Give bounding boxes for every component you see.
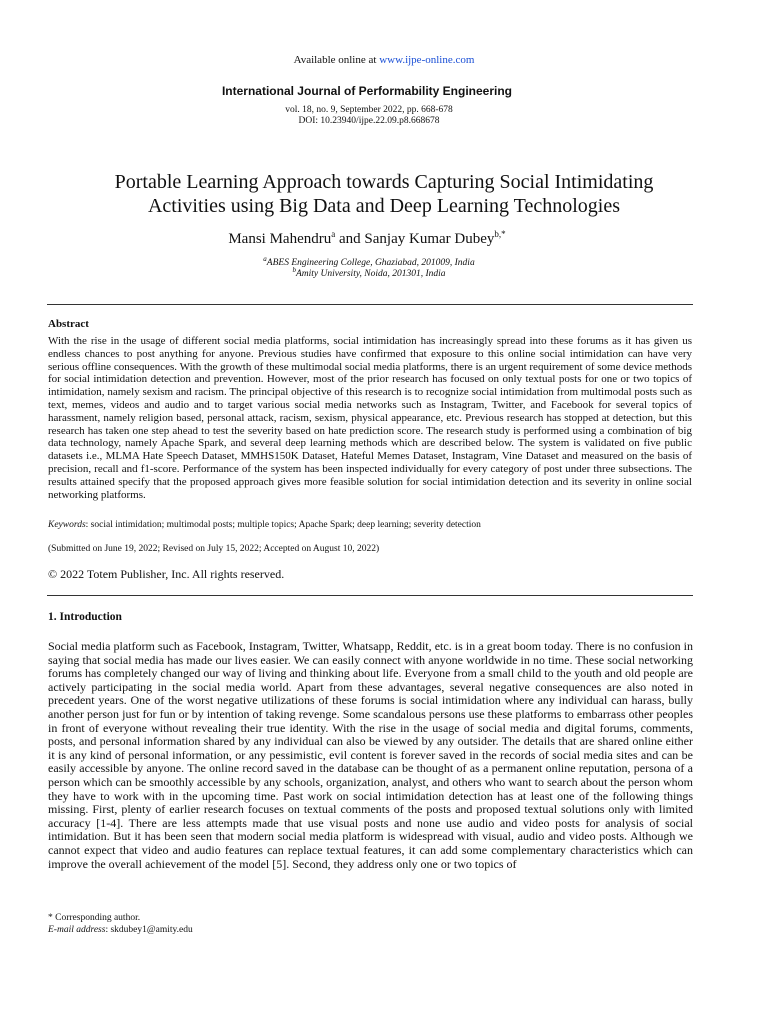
submission-history: (Submitted on June 19, 2022; Revised on July 15, 2022; Accepted on August 10, 2022) <box>48 544 380 554</box>
affiliation-text: ABES Engineering College, Ghaziabad, 201009, India <box>266 258 475 268</box>
introduction-body: Social media platform such as Facebook, Instagram, Twitter, Whatsapp, Reddit, etc. is in a great boom today. There is no confusion in saying that social media has made our lives easier. We can easily connect with anyone worldwide in no time. These social networking forums has completely changed our way of living and thinking about life. Everyone from a small child to the youth and old people are actively participating in the social media world. Apart from these advantages, several negative consequences are also noted in precedent years. One of the worst negative utilizations of these forums is social intimidation where any individual can harass, bully another person just for fun or by intention of taking revenge. Some scandalous persons use these platforms to embarrass other peoples in front of everyone without revealing their true identity. With the rise in the usage of social media and digital forums, comments, posts, and personal information shared by any individual can also be viewed by any outsider. The details that are shared online either it is any kind of personal information, or any pessimistic, evil content is forever saved in the records of social media sites and can be easily accessible by anyone. The online record saved in the database can be thought of as a permanent online reputation, persona of a person which can be smoothly accessible by any schools, organization, analyst, and others who want to search about the person whom they have to work with in the upcoming time. Past work on social intimidation detection has at least one of the following things missing. First, plenty of earlier research focuses on textual comments of the posts and proposed textual solutions only with limited accuracy [1-4]. There are less attempts made that use visual posts and none use audio and video posts for analysis of social intimidation. But it has been seen that modern social media platform is widespread with visual, audio and video posts. Although we cannot expect that video and audio features can replace textual features, it can add some complementary characteristics which can improve the overall achievement of the model [5]. Second, they address only one or two topics of <box>48 639 693 871</box>
affiliation-mark: a <box>263 254 267 263</box>
title-line-1: Portable Learning Approach towards Capturing Social Intimidating <box>114 171 654 193</box>
journal-website-link[interactable]: www.ijpe-online.com <box>379 54 475 66</box>
author-name: Mansi Mahendru <box>228 231 332 247</box>
author-affiliation-mark: a <box>331 229 336 239</box>
copyright-notice: © 2022 Totem Publisher, Inc. All rights reserved. <box>48 567 285 581</box>
author-conjunction: and <box>335 231 365 247</box>
abstract-body: With the rise in the usage of different social media platforms, social intimidation has increasingly spread into these forums as it has given us endless chances to post anything for anyone. Previous studies have confirmed that exposure to this online social intimidation can have very serious offline consequences. With the growth of these multimodal social media platforms, there is an urgent requirement of some device methods for social intimidation detection and prevention. However, most of the prior research has focused on only textual posts for one or two topics of intimidation, namely sexism and racism. The principal objective of this research is to recognize social intimidation from multimodal posts such as text, memes, videos and audio and to target various social media networks such as Instagram, Twitter, and Facebook for several topics of harassment, namely religion based, personal attack, racism, sexism, physical appearance, etc. Previous research has stopped at detection, but this research has taken one step ahead to test the severity based on hate prediction score. The research study is performed using a combination of big data technology, namely Apache Spark, and several deep learning methods which are described below. The system is validated on five public datasets i.e., MLMA Hate Speech Dataset, MMHS150K Dataset, Hateful Memes Dataset, Instagram, Vine Dataset and measured on the basis of precision, recall and f1-score. Performance of the system has been inspected individually for every category of post under three subsections. The results attained specify that the proposed approach gives more feasible solution for social intimidation detection and its severity in online social networking platforms. <box>48 335 692 501</box>
corresponding-author-footnote <box>48 912 692 936</box>
corresponding-author-note: * Corresponding author. <box>48 913 141 923</box>
keywords-label: Keywords <box>48 520 86 530</box>
author-affiliation-mark: b,* <box>494 229 506 239</box>
availability-prefix: Available online at <box>293 54 380 66</box>
paper-title <box>40 170 728 218</box>
abstract-heading: Abstract <box>48 318 89 330</box>
title-line-2: Activities using Big Data and Deep Learning Technologies <box>147 195 620 217</box>
doi-line[interactable]: DOI: 10.23940/ijpe.22.09.p8.668678 <box>298 116 440 126</box>
author-list <box>0 231 734 248</box>
volume-line: vol. 18, no. 9, September 2022, pp. 668-678 <box>285 105 453 115</box>
abstract-bottom-divider <box>47 595 693 596</box>
author-name: Sanjay Kumar Dubey <box>364 231 495 247</box>
affiliation-mark: b <box>292 265 296 274</box>
journal-name: International Journal of Performability Engineering <box>221 84 513 98</box>
availability-line <box>0 54 768 66</box>
affiliation-line <box>0 254 738 269</box>
affiliations <box>0 254 738 280</box>
keywords-line <box>48 520 692 530</box>
introduction-heading: 1. Introduction <box>48 611 122 623</box>
email-label: E-mail address <box>48 925 106 935</box>
abstract-top-divider <box>47 304 693 305</box>
affiliation-text: Amity University, Noida, 201301, India <box>295 269 446 279</box>
keywords-text: : social intimidation; multimodal posts; multiple topics; Apache Spark; deep learning; severity detection <box>85 520 481 530</box>
volume-info <box>0 105 738 127</box>
email-address[interactable]: : skdubey1@amity.edu <box>105 925 193 935</box>
affiliation-line <box>0 265 738 280</box>
email-line <box>48 924 692 936</box>
